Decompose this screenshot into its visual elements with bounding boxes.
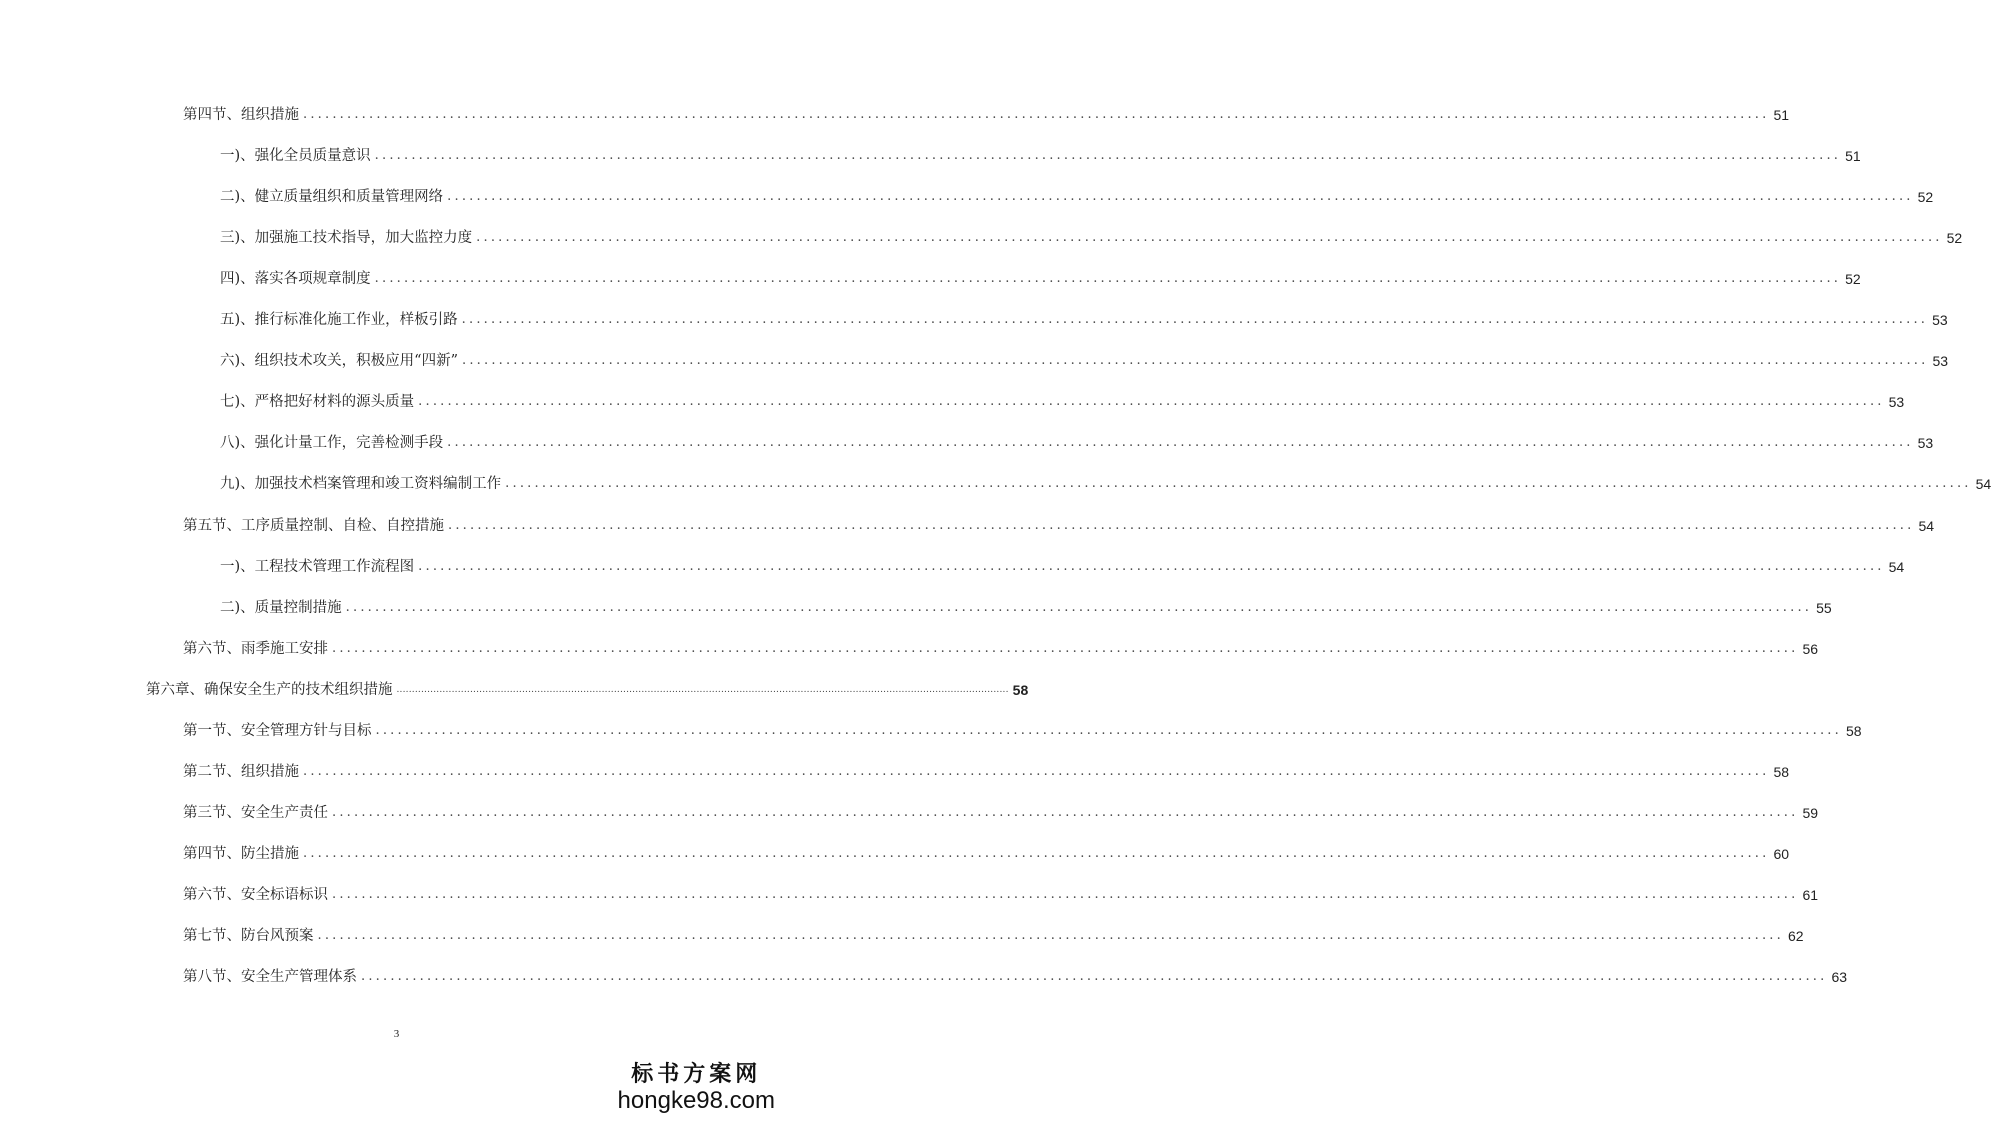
- toc-entry[interactable]: [183, 966, 1848, 988]
- toc-entry[interactable]: [220, 473, 1991, 495]
- toc-entry[interactable]: [220, 227, 1963, 249]
- toc-entry-page: 53: [1888, 394, 1905, 410]
- toc-entry-page: 63: [1831, 969, 1848, 985]
- toc-entry-title: 第四节、组织措施: [183, 107, 299, 123]
- toc-entry[interactable]: [146, 679, 1029, 701]
- toc-entry-title: 第八节、安全生产管理体系: [183, 969, 357, 985]
- toc-entry-page: 59: [1802, 805, 1819, 821]
- toc-entry[interactable]: [220, 309, 1948, 331]
- toc-entry-title: 第七节、防台风预案: [183, 928, 314, 944]
- toc-entry[interactable]: [183, 802, 1819, 824]
- toc-entry[interactable]: [220, 268, 1861, 290]
- toc-leader-dots: ........................................................................................................................................................................................................: [374, 148, 1842, 163]
- toc-leader-dots: ........................................................................................................................................................................................................: [361, 969, 1828, 984]
- toc-entry[interactable]: [220, 186, 1934, 208]
- toc-leader-dots: ........................................................................................................................................................................................................: [345, 600, 1813, 615]
- toc-entry-title: 八)、强化计量工作，完善检测手段: [220, 435, 444, 451]
- toc-entry[interactable]: [183, 638, 1819, 660]
- toc-entry-page: 56: [1802, 641, 1819, 657]
- toc-entry[interactable]: [183, 515, 1935, 537]
- toc-leader-dots: ........................................................................................................................................................................................................: [317, 928, 1784, 943]
- toc-entry-page: 62: [1787, 928, 1804, 944]
- toc-entry-title: 第二节、组织措施: [183, 764, 299, 780]
- toc-entry-title: 第六章、确保安全生产的技术组织措施: [146, 682, 393, 698]
- toc-entry-page: 58: [1773, 764, 1790, 780]
- toc-leader-dots: ........................................................................................................................................................................................................: [374, 271, 1842, 286]
- toc-entry[interactable]: [220, 597, 1832, 619]
- page-number: 3: [393, 1028, 400, 1040]
- toc-leader-dots: ........................................................................................................................................................................................................: [303, 846, 1770, 861]
- toc-entry[interactable]: [183, 843, 1790, 865]
- toc-entry[interactable]: [183, 761, 1790, 783]
- toc-entry-title: 九)、加强技术档案管理和竣工资料编制工作: [220, 476, 502, 492]
- toc-entry-title: 一)、工程技术管理工作流程图: [220, 559, 415, 575]
- toc-entry[interactable]: [220, 350, 1949, 372]
- toc-entry-page: 52: [1917, 189, 1934, 205]
- toc-entry-page: 60: [1773, 846, 1790, 862]
- toc-leader-dots: ........................................................................................................................................................................................................: [418, 394, 1885, 409]
- toc-leader-dots: ........................................................................................................................................................................................................: [375, 723, 1842, 738]
- toc-leader-dots: ........................................................................................................................................................................................................: [461, 353, 1929, 368]
- toc-entry[interactable]: [183, 104, 1790, 126]
- toc-entry[interactable]: [220, 432, 1934, 454]
- toc-entry-page: 51: [1773, 107, 1790, 123]
- toc-leader-dots: ........................................................................................................................................................................................................: [447, 435, 1914, 450]
- toc-entry-title: 第五节、工序质量控制、自检、自控措施: [183, 518, 444, 534]
- toc-entry-page: 53: [1917, 435, 1934, 451]
- toc-entry-page: 58: [1012, 682, 1029, 698]
- toc-entry-title: 七)、严格把好材料的源头质量: [220, 394, 415, 410]
- toc-entry-page: 53: [1932, 353, 1949, 369]
- toc-entry[interactable]: [220, 556, 1905, 578]
- watermark-en: hongke98.com: [617, 1087, 775, 1114]
- toc-entry-title: 五)、推行标准化施工作业，样板引路: [220, 312, 458, 328]
- toc-leader-dots: ........................................................................................................................................................................................................: [303, 764, 1770, 779]
- toc-entry-title: 二)、质量控制措施: [220, 600, 342, 616]
- toc-entry-page: 61: [1802, 887, 1819, 903]
- toc-leader-dots: ........................................................................................................................................................................................................: [448, 518, 1915, 533]
- toc-entry-title: 第六节、安全标语标识: [183, 887, 328, 903]
- toc-entry-page: 54: [1975, 476, 1991, 492]
- toc-entry-title: 第三节、安全生产责任: [183, 805, 328, 821]
- toc-entry-title: 一)、强化全员质量意识: [220, 148, 371, 164]
- toc-entry-title: 第四节、防尘措施: [183, 846, 299, 862]
- toc-leader-dots: ........................................................................................................................................................................................................: [303, 107, 1770, 122]
- toc-entry-page: 58: [1845, 723, 1862, 739]
- toc-entry-page: 54: [1918, 518, 1935, 534]
- toc-entry[interactable]: [220, 391, 1905, 413]
- toc-leader-dots: ........................................................................................................................................................................................................: [461, 312, 1929, 327]
- toc-entry-page: 54: [1888, 559, 1905, 575]
- toc-entry-title: 二)、健立质量组织和质量管理网络: [220, 189, 444, 205]
- toc-leader-dots: ........................................................................................................................................................................................................: [332, 887, 1799, 902]
- toc-entry[interactable]: [183, 925, 1804, 947]
- toc-leader-dots: ........................................................................................................................................................................................................: [396, 685, 1009, 695]
- toc-entry-page: 51: [1845, 148, 1861, 164]
- toc-leader-dots: ........................................................................................................................................................................................................: [447, 189, 1914, 204]
- toc-entry-page: 53: [1932, 312, 1948, 328]
- toc-entry-page: 52: [1946, 230, 1963, 246]
- toc-entry[interactable]: [183, 884, 1819, 906]
- toc-leader-dots: ........................................................................................................................................................................................................: [476, 230, 1943, 245]
- toc-entry-title: 第一节、安全管理方针与目标: [183, 723, 372, 739]
- toc-leader-dots: ........................................................................................................................................................................................................: [505, 476, 1972, 491]
- toc-entry[interactable]: [220, 145, 1861, 167]
- toc-leader-dots: ........................................................................................................................................................................................................: [332, 641, 1799, 656]
- toc-entry-page: 55: [1816, 600, 1832, 616]
- toc-entry-title: 三)、加强施工技术指导，加大监控力度: [220, 230, 473, 246]
- watermark-cn: 标书方案网: [631, 1061, 762, 1087]
- toc-leader-dots: ........................................................................................................................................................................................................: [418, 559, 1885, 574]
- toc-entry[interactable]: [183, 720, 1862, 742]
- toc-entry-title: 六)、组织技术攻关，积极应用“四新”: [220, 353, 458, 369]
- toc-entry-title: 四)、落实各项规章制度: [220, 271, 371, 287]
- toc-entry-page: 52: [1845, 271, 1861, 287]
- watermark-logo: [618, 1057, 775, 1114]
- toc-entry-title: 第六节、雨季施工安排: [183, 641, 328, 657]
- toc-leader-dots: ........................................................................................................................................................................................................: [332, 805, 1799, 820]
